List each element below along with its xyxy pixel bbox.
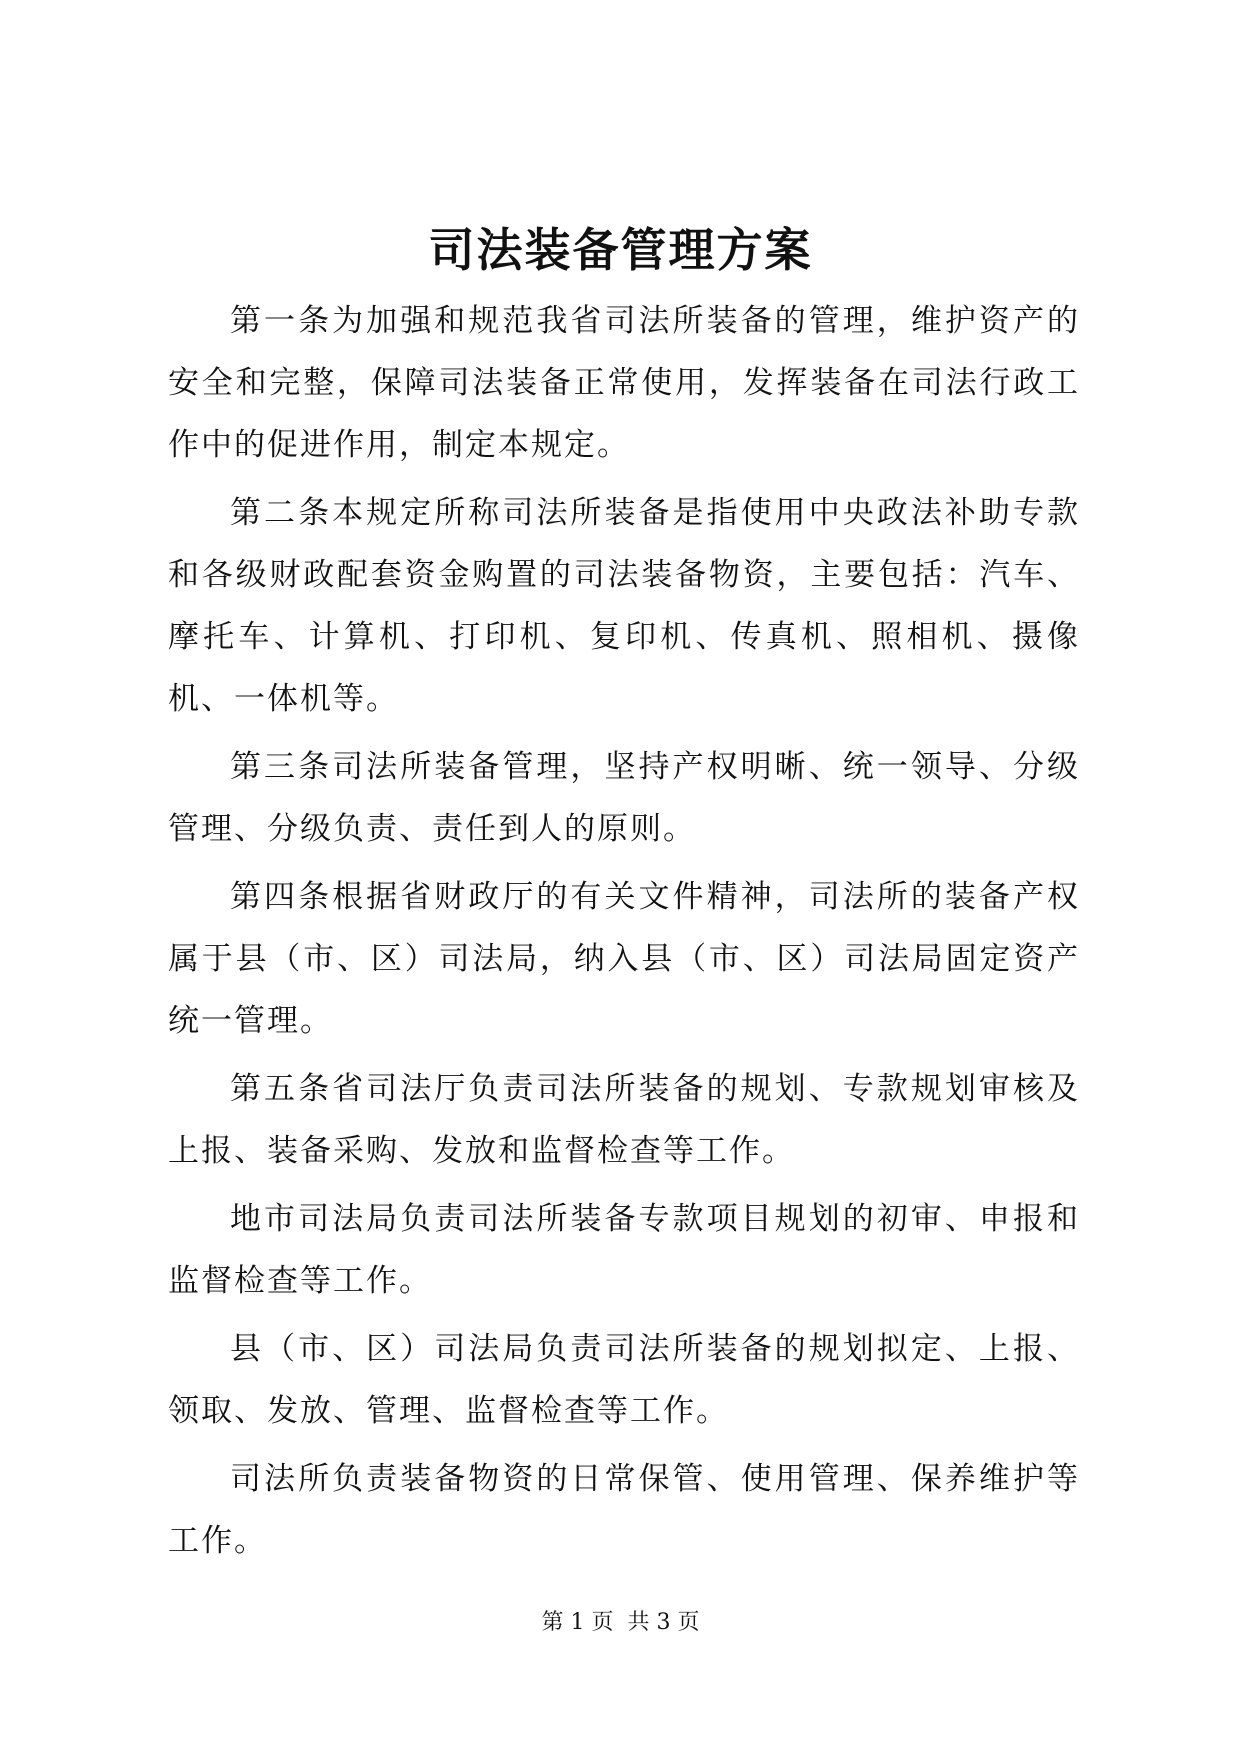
page-total: 共 3 页	[627, 1610, 700, 1635]
document-title: 司法装备管理方案	[428, 223, 813, 277]
paragraph-article-1: 第一条为加强和规范我省司法所装备的管理，维护资产的安全和完整，保障司法装备正常使用，发挥装备在司法行政工作中的促进作用，制定本规定。	[168, 303, 1080, 463]
paragraph-office-duties: 司法所负责装备物资的日常保管、使用管理、保养维护等工作。	[168, 1461, 1080, 1559]
paragraph-article-3: 第三条司法所装备管理，坚持产权明晰、统一领导、分级管理、分级负责、责任到人的原则。	[168, 749, 1080, 847]
paragraph-article-4: 第四条根据省财政厅的有关文件精神，司法所的装备产权属于县（市、区）司法局，纳入县（市、区）司法局固定资产统一管理。	[168, 879, 1080, 1039]
page-footer	[0, 1608, 1241, 1638]
paragraph-article-2: 第二条本规定所称司法所装备是指使用中央政法补助专款和各级财政配套资金购置的司法装备物资，主要包括：汽车、摩托车、计算机、打印机、复印机、传真机、照相机、摄像机、一体机等。	[168, 495, 1080, 717]
document-body	[168, 290, 1080, 1578]
paragraph-municipal-duties: 地市司法局负责司法所装备专款项目规划的初审、申报和监督检查等工作。	[168, 1201, 1080, 1299]
paragraph-county-duties: 县（市、区）司法局负责司法所装备的规划拟定、上报、领取、发放、管理、监督检查等工作。	[168, 1331, 1080, 1429]
page-number: 第 1 页	[541, 1610, 614, 1635]
paragraph-article-5: 第五条省司法厅负责司法所装备的规划、专款规划审核及上报、装备采购、发放和监督检查等工作。	[168, 1071, 1080, 1169]
